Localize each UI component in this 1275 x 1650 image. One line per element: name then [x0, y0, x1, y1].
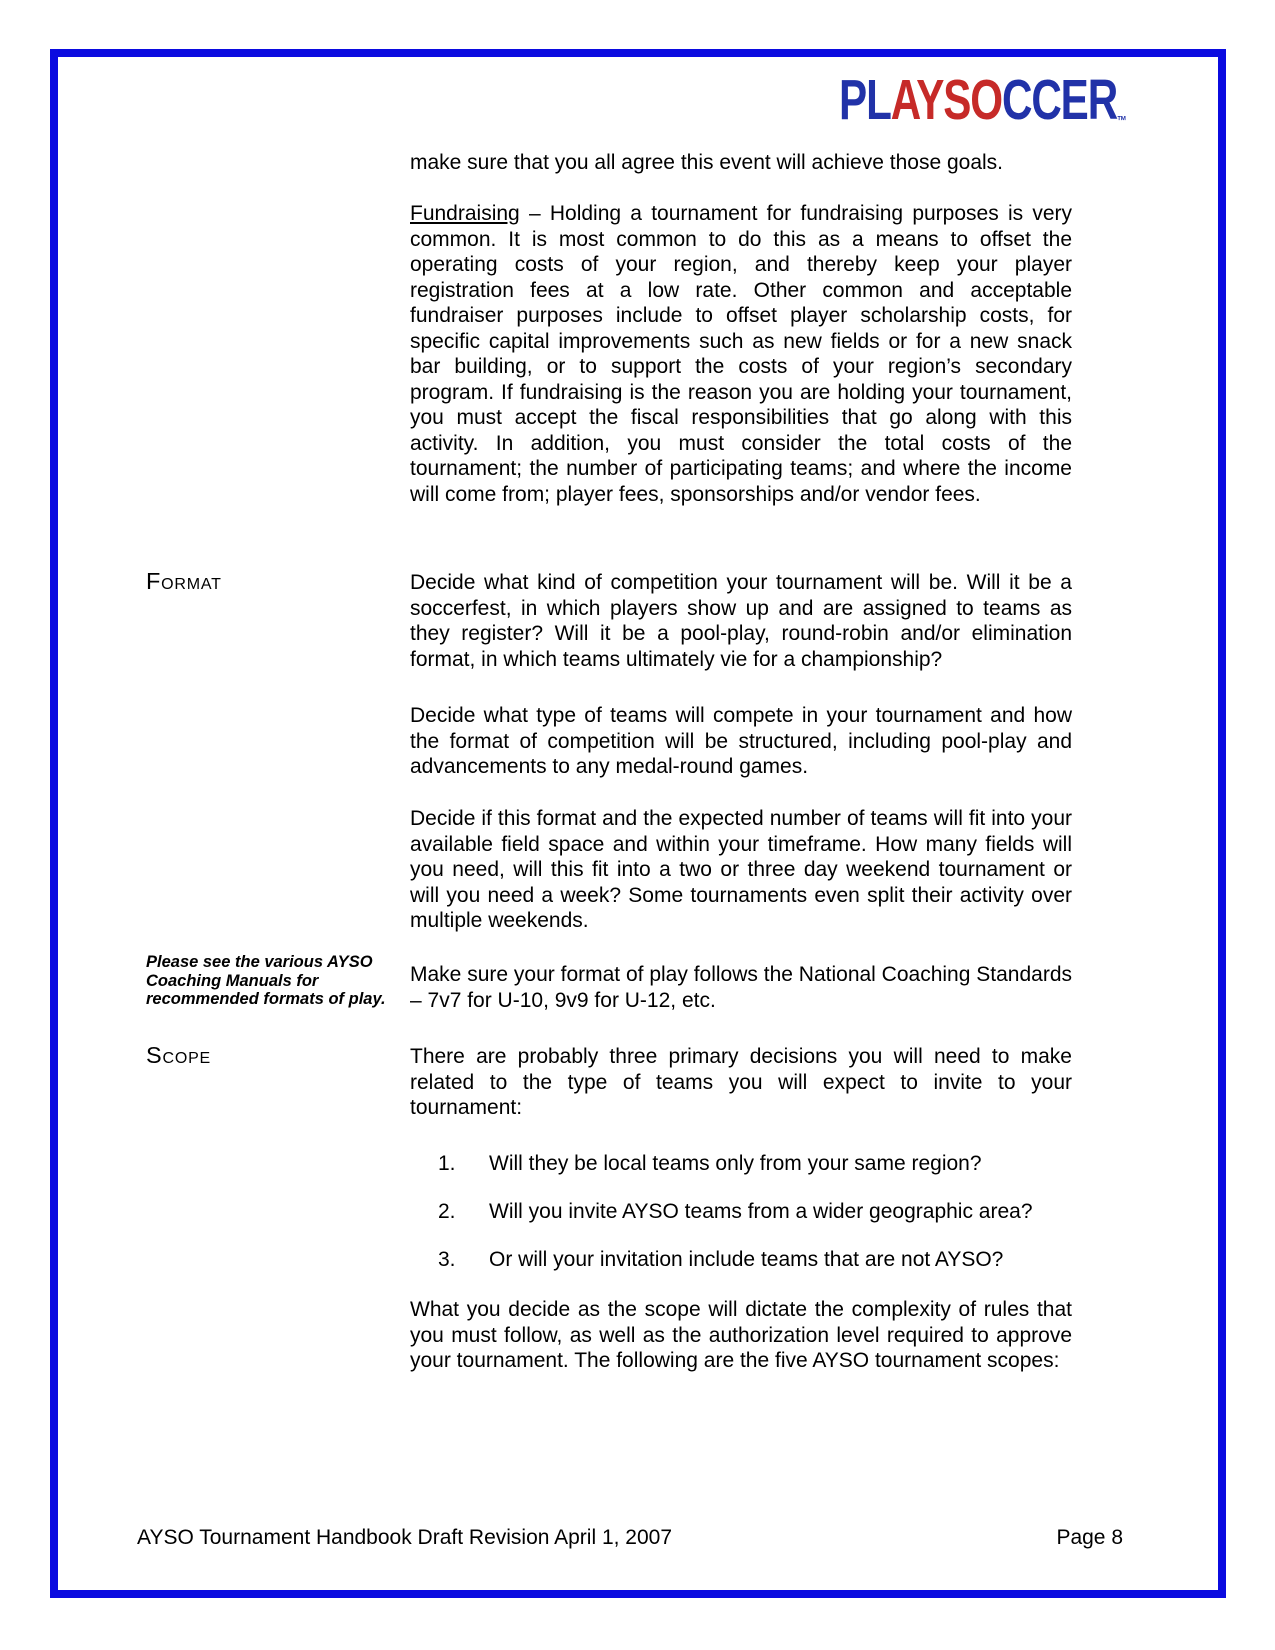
list-number-2: 2.	[438, 1200, 456, 1223]
logo-text-pl: PL	[839, 68, 892, 132]
scope-outro-paragraph: What you decide as the scope will dictate the complexity of rules that you must follow, as well as the authorization level required to approve your tournament. The following are the five AYSO tournament scopes:	[410, 1298, 1072, 1372]
footer-page-number: Page 8	[1056, 1526, 1123, 1549]
playsoccer-logo	[839, 68, 1127, 132]
scope-list-item-3	[438, 1247, 1078, 1273]
list-text-2: Will you invite AYSO teams from a wider geographic area?	[489, 1200, 1033, 1223]
list-number-1: 1.	[438, 1152, 456, 1175]
format-paragraph-2: Decide what type of teams will compete in your tournament and how the format of competition will be structured, including pool-play and advancements to any medal-round games.	[410, 704, 1072, 778]
section-label-scope: Scope	[146, 1042, 212, 1068]
logo-text-ayso: AYSO	[891, 68, 1003, 132]
list-text-1: Will they be local teams only from your same region?	[489, 1152, 982, 1175]
list-text-3: Or will your invitation include teams that are not AYSO?	[489, 1248, 1004, 1271]
paragraph-fundraising	[410, 201, 1072, 507]
logo-text-ccer: CCER	[1002, 68, 1118, 132]
format-paragraph-3: Decide if this format and the expected number of teams will fit into your available field space and within your timeframe. How many fields will you need, will this fit into a two or three day weekend tournament or will you need a week? Some tournaments even split their activity over multiple weekends.	[410, 807, 1072, 932]
paragraph-coaching-standards: Make sure your format of play follows the National Coaching Standards – 7v7 for U-10, 9v9 for U-12, etc.	[410, 963, 1072, 1012]
scope-list-item-2	[438, 1199, 1078, 1225]
paragraph-intro-continuation: make sure that you all agree this event will achieve those goals.	[410, 151, 1003, 174]
scope-list-item-1	[438, 1151, 1078, 1177]
scope-intro-paragraph: There are probably three primary decisions you will need to make related to the type of teams you will expect to invite to your tournament:	[410, 1045, 1072, 1119]
fundraising-text: – Holding a tournament for fundraising purposes is very common. It is most common to do this as a means to offset the operating costs of your region, and thereby keep your player registration fees at a low rate. Other common and acceptable fundraiser purposes include to offset player scholarship costs, for specific capital improvements such as new fields or for a new snack bar building, or to support the costs of your region’s secondary program. If fundraising is the reason you are holding your tournament, you must accept the fiscal responsibilities that go along with this activity. In addition, you must consider the total costs of the tournament; the number of participating teams; and where the income will come from; player fees, sponsorships and/or vendor fees.	[410, 202, 1072, 506]
logo-trademark-symbol: ™	[1117, 113, 1127, 128]
format-paragraph-1: Decide what kind of competition your tournament will be. Will it be a soccerfest, in which players show up and are assigned to teams as they register? Will it be a pool-play, round-robin and/or elimination format, in which teams ultimately vie for a championship?	[410, 571, 1072, 671]
list-number-3: 3.	[438, 1248, 456, 1271]
footer-document-title: AYSO Tournament Handbook Draft Revision April 1, 2007	[137, 1526, 673, 1549]
fundraising-underlined-lead: Fundraising	[410, 202, 520, 225]
margin-note-coaching-manuals: Please see the various AYSO Coaching Manuals for recommended formats of play.	[146, 953, 386, 1008]
section-label-format: Format	[146, 568, 222, 594]
